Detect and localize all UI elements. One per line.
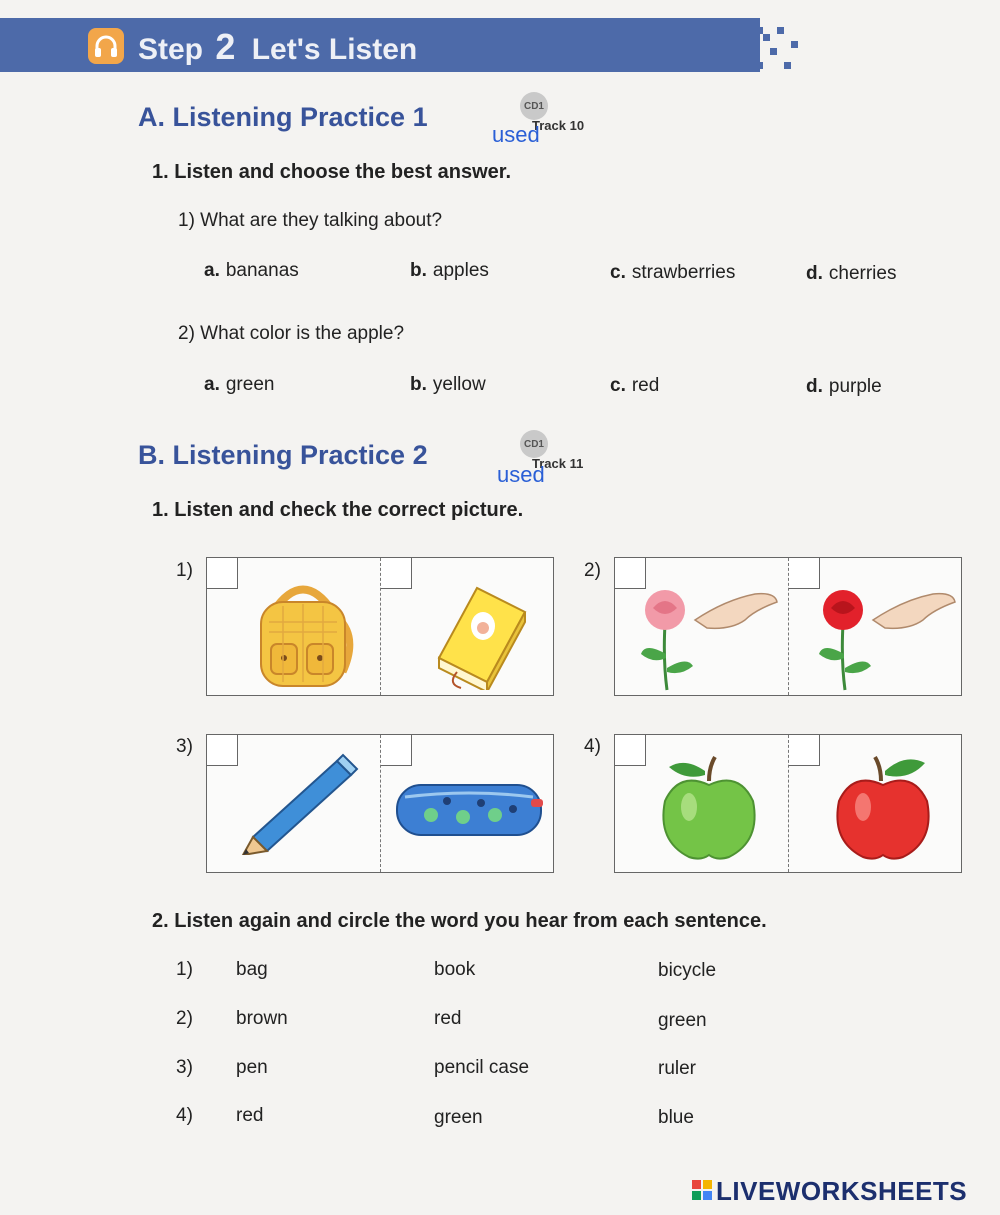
word-choice[interactable]: green bbox=[658, 1010, 707, 1031]
pencil-icon bbox=[237, 751, 361, 855]
cd-icon: CD1 bbox=[520, 92, 548, 120]
picture-number: 4) bbox=[584, 736, 601, 757]
title-text: Let's Listen bbox=[251, 33, 418, 66]
picture-number: 3) bbox=[176, 736, 193, 757]
headphone-icon bbox=[88, 28, 124, 64]
word-choice[interactable]: blue bbox=[658, 1107, 694, 1128]
word-choice[interactable]: pen bbox=[236, 1057, 268, 1078]
footer-brand: LIVEWORKSHEETS bbox=[716, 1176, 968, 1206]
picture-pair-4 bbox=[614, 734, 962, 873]
used-label: used bbox=[492, 122, 540, 147]
section-a-title: A. Listening Practice 1 bbox=[138, 102, 428, 132]
word-choice[interactable]: red bbox=[434, 1008, 462, 1029]
pixel-decoration bbox=[728, 20, 798, 76]
checkbox-right[interactable] bbox=[381, 558, 412, 589]
answer-option-b[interactable]: b. apples bbox=[410, 260, 489, 281]
pink-rose-icon bbox=[635, 580, 785, 692]
word-choice[interactable]: green bbox=[434, 1107, 483, 1128]
word-choice[interactable]: book bbox=[434, 959, 476, 980]
answer-option-a[interactable]: a. bananas bbox=[204, 260, 299, 281]
step-word: Step bbox=[138, 33, 204, 66]
red-rose-icon bbox=[809, 580, 959, 692]
picture-pair-2 bbox=[614, 557, 962, 696]
cd-icon: CD1 bbox=[520, 430, 548, 458]
picture-pair-1 bbox=[206, 557, 554, 696]
used-label: used bbox=[497, 462, 545, 487]
word-choice[interactable]: brown bbox=[236, 1008, 288, 1029]
picture-number: 1) bbox=[176, 560, 193, 581]
word-choice[interactable]: bag bbox=[236, 959, 268, 980]
row-number: 3) bbox=[176, 1057, 193, 1078]
picture-pair-3 bbox=[206, 734, 554, 873]
checkbox-left[interactable] bbox=[207, 735, 238, 766]
answer-option-d[interactable]: d. purple bbox=[806, 376, 882, 397]
row-number: 4) bbox=[176, 1105, 193, 1126]
word-choice[interactable]: pencil case bbox=[434, 1057, 530, 1078]
word-choice[interactable]: red bbox=[236, 1105, 264, 1126]
liveworksheets-logo-icon bbox=[692, 1180, 712, 1200]
answer-option-a[interactable]: a. green bbox=[204, 374, 275, 395]
checkbox-left[interactable] bbox=[207, 558, 238, 589]
question-b1-instruction: 1. Listen and check the correct picture. bbox=[152, 499, 524, 521]
question-text: 1) What are they talking about? bbox=[178, 210, 443, 231]
backpack-icon bbox=[243, 572, 363, 690]
word-choice[interactable]: ruler bbox=[658, 1058, 697, 1079]
pencil-case-icon bbox=[391, 775, 547, 845]
question-b2-instruction: 2. Listen again and circle the word you hear from each sentence. bbox=[152, 910, 767, 932]
book-icon bbox=[417, 572, 537, 690]
red-apple-icon bbox=[829, 751, 939, 863]
word-choice[interactable]: bicycle bbox=[658, 960, 717, 981]
question-text: 2) What color is the apple? bbox=[178, 323, 405, 344]
question-a1-instruction: 1. Listen and choose the best answer. bbox=[152, 161, 511, 183]
row-number: 2) bbox=[176, 1008, 193, 1029]
answer-option-c[interactable]: c. red bbox=[610, 375, 660, 396]
checkbox-right[interactable] bbox=[381, 735, 412, 766]
page-title bbox=[138, 26, 417, 68]
answer-option-c[interactable]: c. strawberries bbox=[610, 262, 736, 283]
green-apple-icon bbox=[655, 751, 765, 863]
step-number: 2 bbox=[215, 26, 236, 67]
answer-option-b[interactable]: b. yellow bbox=[410, 374, 486, 395]
track-label: Track 10 bbox=[532, 118, 585, 133]
checkbox-right[interactable] bbox=[789, 735, 820, 766]
row-number: 1) bbox=[176, 959, 193, 980]
checkbox-left[interactable] bbox=[615, 735, 646, 766]
answer-option-d[interactable]: d. cherries bbox=[806, 263, 897, 284]
track-label: Track 11 bbox=[532, 456, 584, 471]
picture-number: 2) bbox=[584, 560, 601, 581]
section-b-title: B. Listening Practice 2 bbox=[138, 440, 428, 470]
